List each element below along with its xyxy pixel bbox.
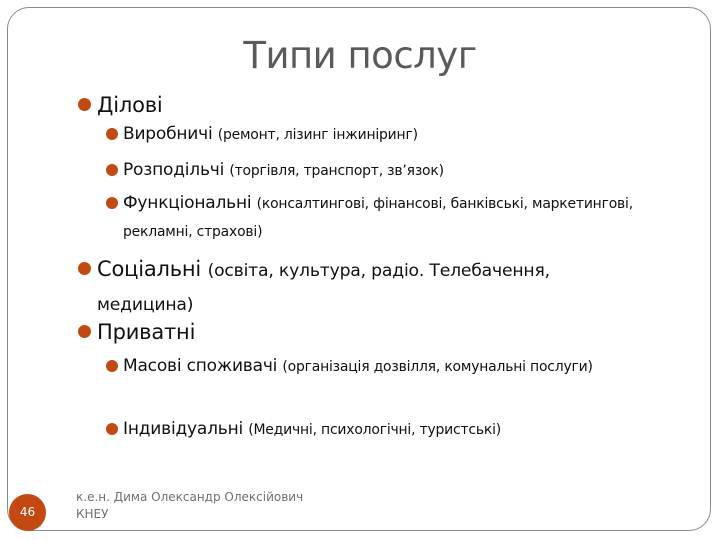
list-item: [78, 253, 638, 321]
bullet-icon: [78, 325, 91, 338]
list-item: [78, 316, 638, 350]
list-item: [106, 416, 646, 444]
list-item-detail: (освіта, культура, радіо. Телебачення, медицина): [97, 261, 550, 315]
list-item-detail: (торгівля, транспорт, зв’язок): [229, 163, 444, 179]
list-item: [78, 89, 638, 123]
list-item-text: Індивідуальні: [123, 419, 249, 439]
list-item-text: Масові споживачі: [123, 356, 283, 376]
list-item-text: Приватні: [97, 320, 196, 344]
list-item-detail: (організація дозвілля, комунальні послуги): [282, 359, 593, 375]
bullet-icon: [106, 360, 118, 372]
footer-author: к.е.н. Дима Олександр Олексійович: [76, 490, 304, 504]
slide-title: Типи послуг: [243, 34, 477, 77]
list-item-text: Розподільчі: [123, 160, 230, 180]
list-item: [106, 353, 646, 381]
list-item: [106, 121, 646, 149]
bullet-icon: [106, 128, 118, 140]
list-item-detail: (Медичні, психологічні, туристські): [248, 422, 502, 438]
list-item-detail: (ремонт, лізинг інжиніринг): [217, 127, 418, 143]
slide-number-badge: 46: [9, 494, 46, 531]
bullet-icon: [106, 197, 118, 209]
bullet-icon: [78, 98, 91, 111]
list-item-text: Соціальні: [97, 257, 208, 281]
bullet-icon: [78, 262, 91, 275]
footer: [76, 489, 303, 523]
list-item-text: Функціональні: [123, 193, 257, 213]
list-item: [106, 190, 671, 246]
list-item: [106, 157, 666, 185]
footer-org: КНЕУ: [76, 507, 109, 521]
list-item-text: Виробничі: [123, 124, 218, 144]
list-item-text: Ділові: [97, 93, 163, 117]
bullet-icon: [106, 423, 118, 435]
bullet-icon: [106, 164, 118, 176]
list-item-detail: (консалтингові, фінансові, банківські, маркетингові, рекламні, страхові): [123, 196, 633, 240]
